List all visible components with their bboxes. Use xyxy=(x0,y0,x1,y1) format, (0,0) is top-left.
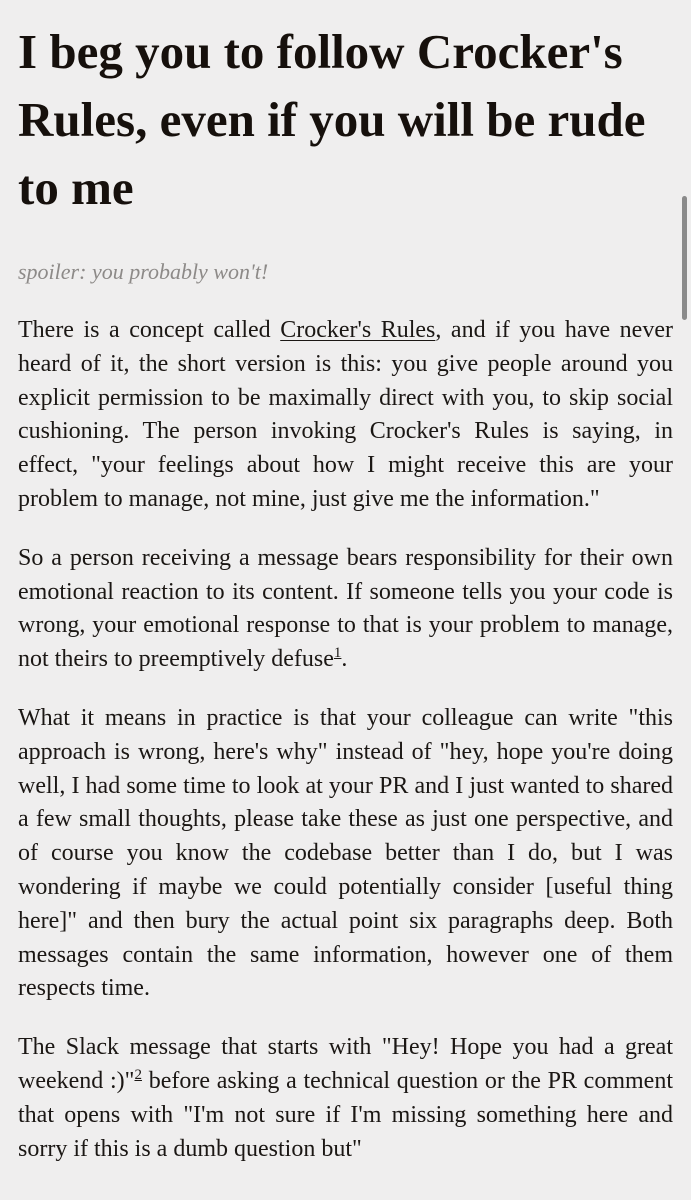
paragraph-2 xyxy=(18,542,673,677)
paragraph-4-text-end: before asking a technical question or the PR comment that opens with "I'm not sure if I'm missing something here and sorry if this is a dumb question but" xyxy=(18,1067,673,1162)
article-subtitle: spoiler: you probably won't! xyxy=(18,259,269,284)
paragraph-2-end: . xyxy=(341,646,348,673)
paragraph-3: What it means in practice is that your colleague can write "this approach is wrong, here's why" instead of "hey, hope you're doing well, I had some time to look at your PR and I just wanted to shared a few small thoughts, please take these as just one perspective, and of course you know the codebase better than I do, but I was wondering if maybe we could potentially consider [useful thing here]" and then bury the actual point six paragraphs deep. Both messages contain the same information, however one of them respects time. xyxy=(18,704,673,1002)
footnote-2-link[interactable]: 2 xyxy=(134,1066,142,1083)
paragraph-2-text: So a person receiving a message bears responsibility for their own emotional reaction to its content. If someone tells you your code is wrong, your emotional response to that is your problem to manage, not theirs to preemptively defuse xyxy=(18,544,673,673)
scrollbar-thumb[interactable] xyxy=(682,196,687,320)
footnote-1-link[interactable]: 1 xyxy=(333,645,342,662)
paragraph-1 xyxy=(18,314,673,517)
paragraph-4 xyxy=(18,1031,673,1166)
article xyxy=(18,18,673,1166)
paragraph-4-text-start: The Slack message that starts with "Hey! Hope you had a great weekend :)" xyxy=(18,1034,673,1094)
footnote-ref-2 xyxy=(134,1067,142,1083)
article-title: I beg you to follow Crocker's Rules, even if you will be rude to me xyxy=(18,24,646,215)
paragraph-1-text-start: There is a concept called xyxy=(18,317,281,343)
paragraph-1-text-end: , and if you have never heard of it, the short version is this: you give people around you explicit permission to be maximally direct with you, to skip social cushioning. The person invoking Crocker's Rules is saying, in effect, "your feelings about how I might receive this are your problem to manage, not mine, just give me the information." xyxy=(18,317,673,512)
crockers-rules-link[interactable]: Crocker's Rules xyxy=(280,317,436,343)
